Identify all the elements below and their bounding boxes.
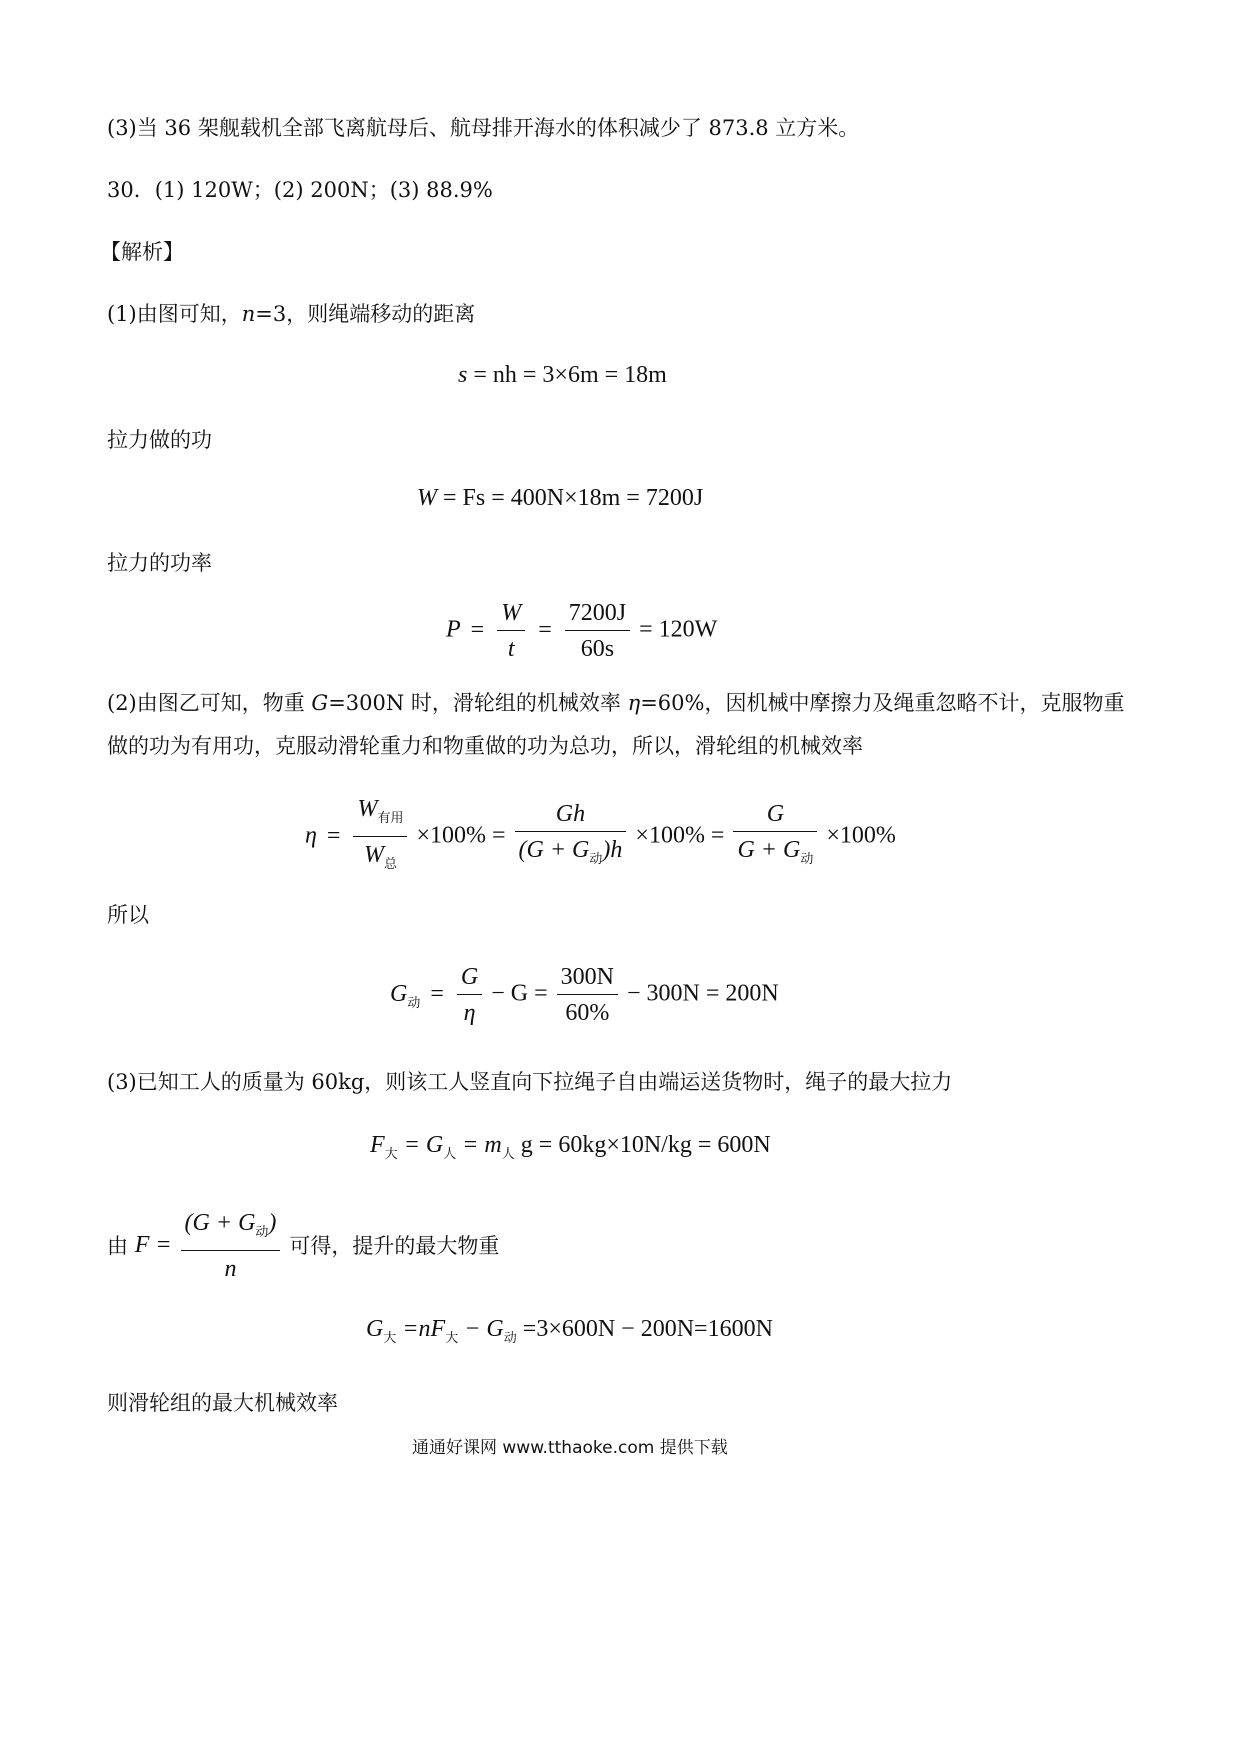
fraction-300-over-60pct: [557, 962, 618, 1028]
part2-text-c: =60%，因机械中摩擦力及绳重忽略不计，克服物重: [640, 691, 1125, 715]
fraction-Gh: [515, 799, 627, 875]
frac-den-G-plus-Gdong: $G + G_动$: [737, 837, 814, 867]
part2-G: G: [311, 691, 329, 715]
equation-power: [446, 598, 717, 664]
part3-formula-line: [107, 1208, 499, 1284]
frac-num-W: W: [497, 598, 525, 631]
answer-30: 30．(1) 120W；(2) 200N；(3) 88.9%: [107, 178, 493, 202]
obtain-label: 可得，提升的最大物重: [289, 1234, 500, 1258]
eq-x100-c: ×100%: [826, 822, 896, 849]
frac-den-60pct: 60%: [565, 1000, 610, 1026]
eq-Gdong-result: − 300N = 200N: [627, 980, 779, 1007]
eq-s-rest: = nh = 3×6m = 18m: [473, 362, 667, 388]
eq-F-def: F =: [134, 1231, 172, 1258]
by-label: 由: [107, 1234, 128, 1258]
part1-intro: [107, 299, 475, 329]
eq-P: P: [446, 616, 461, 643]
part2-text-a: (2)由图乙可知，物重: [107, 691, 312, 715]
equation-pulley-weight: [390, 962, 779, 1028]
last-line: 则滑轮组的最大机械效率: [107, 1391, 338, 1415]
frac-den-eta: η: [463, 1000, 476, 1026]
equation-max-force: [370, 1132, 771, 1162]
frac-den-60s: 60s: [580, 636, 615, 662]
fraction-G-Gdong-over-n: [181, 1208, 281, 1284]
equation-work: [417, 485, 703, 512]
equation-distance: [458, 362, 667, 389]
part1-intro-n: n: [241, 302, 256, 326]
paragraph-prev-answer-3: (3)当 36 架舰载机全部飞离航母后、航母排开海水的体积减少了 873.8 立方米。: [107, 116, 860, 140]
eq-P-result: = 120W: [639, 616, 718, 643]
part1-intro-text-a: (1)由图可知，: [107, 302, 242, 326]
part2-text-b: =300N 时，滑轮组的机械效率: [328, 691, 628, 715]
frac-num-G2: G: [457, 962, 482, 995]
frac-den-t: t: [507, 636, 515, 662]
eq-eta: η: [305, 822, 317, 849]
eq-Gda-result: =3×600N − 200N=1600N: [522, 1316, 773, 1342]
fraction-7200-over-60: [565, 598, 630, 664]
eq-Fda: $F_大$: [370, 1132, 398, 1162]
frac-num-7200J: 7200J: [565, 598, 630, 631]
page-footer: 通通好课网 www.tthaoke.com 提供下载: [412, 1438, 728, 1458]
power-label: 拉力的功率: [107, 551, 212, 575]
frac-num-W-useful: $W_{有用}$: [353, 794, 407, 837]
eq-mren: = $m_人$: [462, 1132, 515, 1162]
eq-nFda: $=nF_大$: [402, 1316, 459, 1346]
part2-line1: [107, 688, 1124, 718]
eq-Gren: = $G_人$: [403, 1132, 457, 1162]
fraction-W-over-t: [497, 598, 525, 664]
frac-den-G-Gdong-h: $(G + G_动)h$: [518, 837, 623, 867]
eq-eta-equals: =: [326, 822, 341, 849]
fraction-G-over-G-Gdong: [733, 799, 817, 875]
frac-num-Gh: Gh: [515, 799, 627, 832]
fraction-useful-over-total: [353, 794, 407, 880]
frac-num-G: G: [733, 799, 817, 832]
analysis-heading: 【解析】: [100, 240, 184, 264]
eq-Gda: $G_大$: [366, 1316, 397, 1346]
part1-intro-text-b: =3，则绳端移动的距离: [255, 302, 476, 326]
eq-minus-Gdong: − $G_动$: [464, 1316, 517, 1346]
eq-s: s: [458, 362, 468, 388]
eq-P-equals-1: =: [470, 616, 485, 643]
part2-line2: 做的功为有用功，克服动滑轮重力和物重做的功为总功，所以，滑轮组的机械效率: [107, 734, 863, 758]
eq-P-equals-2: =: [538, 616, 552, 643]
eq-x100-a: ×100% =: [416, 822, 506, 849]
part3-line: (3)已知工人的质量为 60kg，则该工人竖直向下拉绳子自由端运送货物时，绳子的最大拉力: [107, 1070, 953, 1094]
eq-x100-b: ×100% =: [635, 822, 725, 849]
eq-minus-G: − G =: [491, 980, 548, 1007]
therefore-label: 所以: [107, 903, 149, 927]
eq-Gdong-equals: =: [430, 980, 444, 1007]
eq-W-rest: = Fs = 400N×18m = 7200J: [443, 485, 704, 511]
frac-den-W-total: $W_总$: [363, 842, 397, 872]
eq-Gdong: $G_动$: [390, 980, 421, 1011]
fraction-G-over-eta: [457, 962, 482, 1028]
part2-eta: η: [627, 691, 641, 715]
frac-num-300N: 300N: [557, 962, 618, 995]
eq-Fda-rest: g = 60kg×10N/kg = 600N: [520, 1132, 771, 1158]
eq-W: W: [417, 485, 437, 511]
inline-F-definition: [134, 1210, 290, 1282]
equation-efficiency: [305, 794, 896, 880]
frac-num-G-Gdong: $(G + G_动)$: [181, 1208, 281, 1251]
frac-den-n: n: [224, 1256, 237, 1282]
equation-max-weight: [366, 1316, 773, 1346]
work-label: 拉力做的功: [107, 428, 212, 452]
